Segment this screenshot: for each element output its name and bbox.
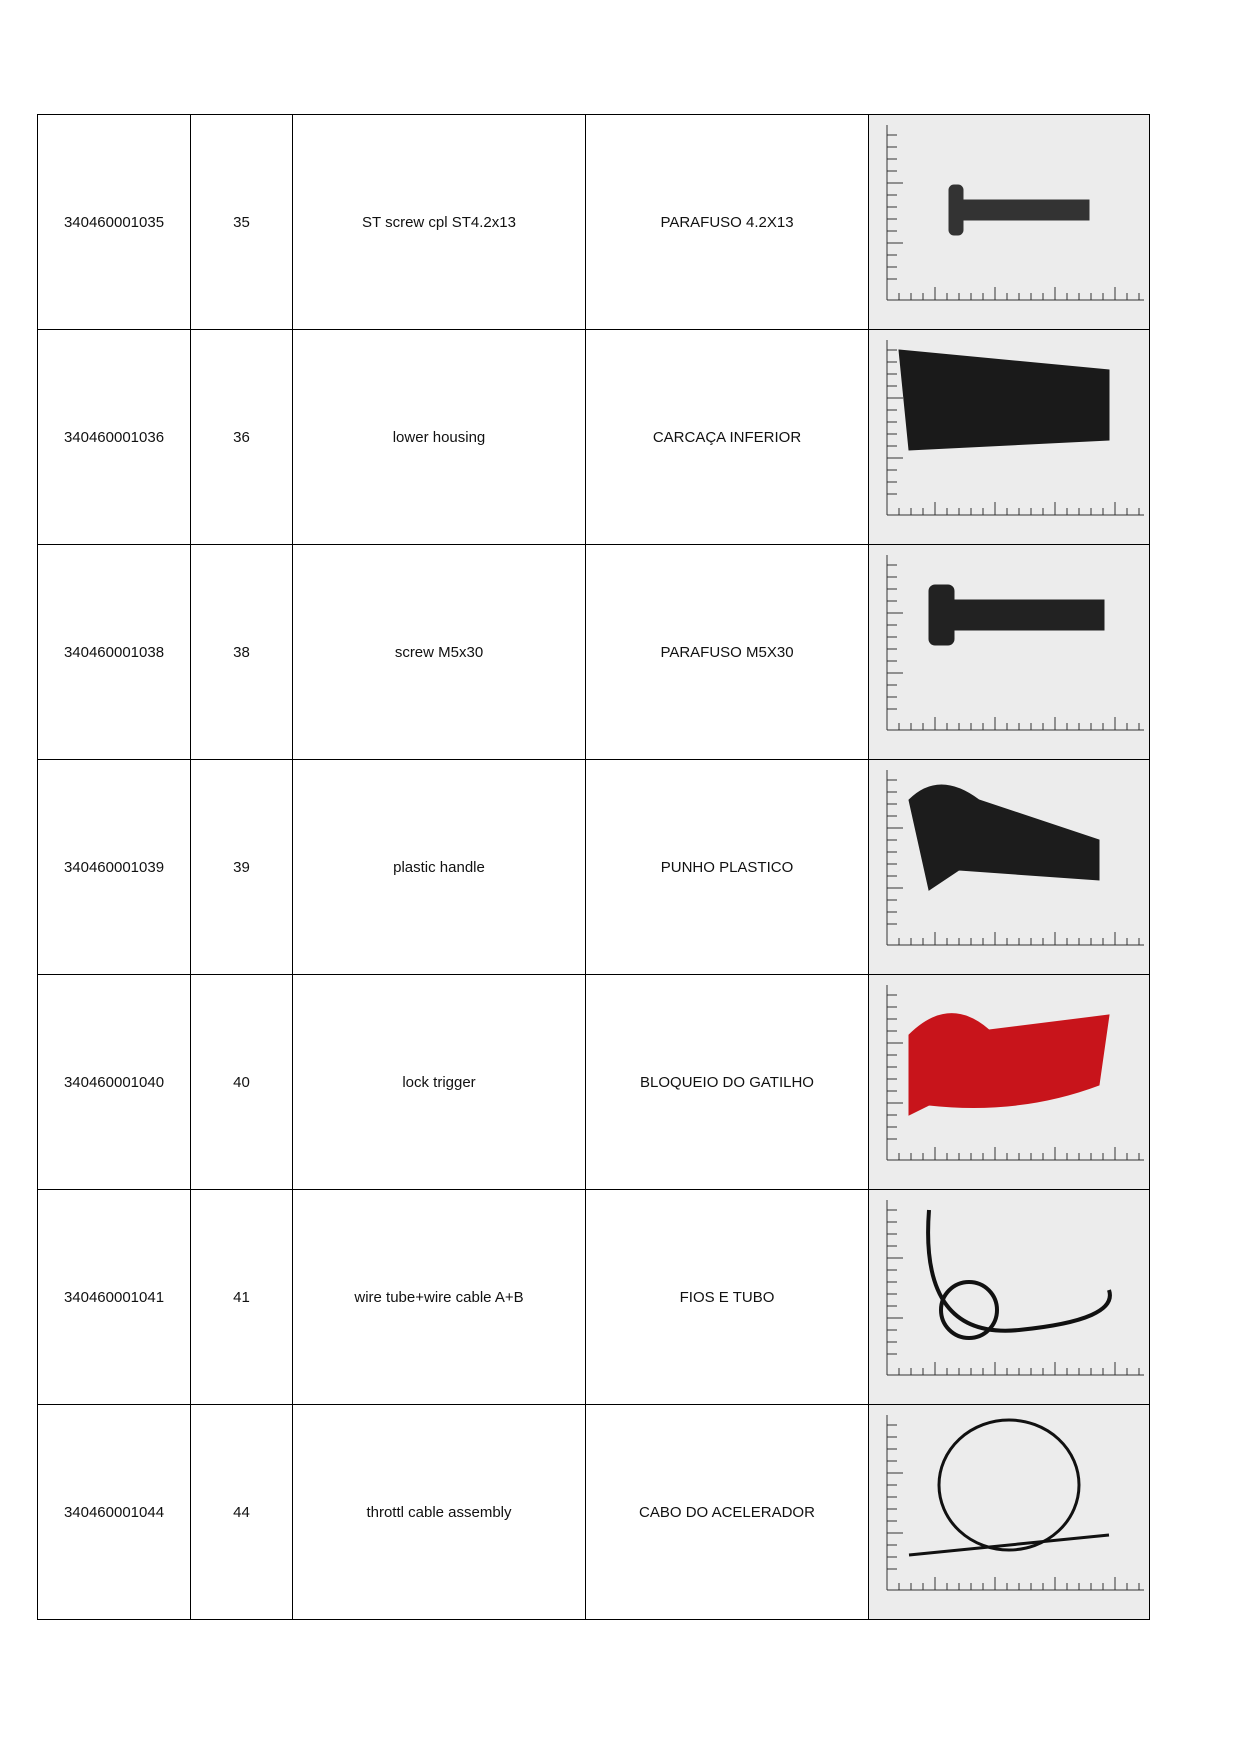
description-pt: PUNHO PLASTICO [586, 760, 869, 975]
position-number: 35 [191, 115, 293, 330]
part-number: 340460001035 [38, 115, 191, 330]
description-en: wire tube+wire cable A+B [293, 1190, 586, 1405]
part-image [928, 1210, 1110, 1338]
part-image [909, 785, 1099, 890]
table-row [38, 760, 1150, 975]
table-row [38, 1190, 1150, 1405]
ruler-icon [887, 555, 1144, 730]
description-pt: PARAFUSO 4.2X13 [586, 115, 869, 330]
description-en: screw M5x30 [293, 545, 586, 760]
part-number: 340460001044 [38, 1405, 191, 1620]
cable-photo [869, 1405, 1150, 1620]
description-pt: CABO DO ACELERADOR [586, 1405, 869, 1620]
ruler-icon [887, 1415, 1144, 1590]
ruler-icon [887, 1200, 1144, 1375]
part-image [949, 185, 1089, 235]
description-pt: PARAFUSO M5X30 [586, 545, 869, 760]
position-number: 44 [191, 1405, 293, 1620]
part-number: 340460001041 [38, 1190, 191, 1405]
description-pt: FIOS E TUBO [586, 1190, 869, 1405]
part-image [909, 1420, 1109, 1555]
table-row [38, 115, 1150, 330]
description-pt: BLOQUEIO DO GATILHO [586, 975, 869, 1190]
position-number: 41 [191, 1190, 293, 1405]
cable-photo [869, 1190, 1150, 1405]
table-row [38, 975, 1150, 1190]
table-row [38, 1405, 1150, 1620]
part-number: 340460001036 [38, 330, 191, 545]
position-number: 38 [191, 545, 293, 760]
screw-photo [869, 115, 1150, 330]
part-number: 340460001039 [38, 760, 191, 975]
part-image [909, 1014, 1109, 1115]
housing-photo [869, 330, 1150, 545]
handle-photo [869, 760, 1150, 975]
trigger-photo [869, 975, 1150, 1190]
description-pt: CARCAÇA INFERIOR [586, 330, 869, 545]
position-number: 40 [191, 975, 293, 1190]
description-en: lock trigger [293, 975, 586, 1190]
part-image [899, 350, 1109, 450]
parts-table [37, 114, 1150, 1620]
description-en: ST screw cpl ST4.2x13 [293, 115, 586, 330]
screw-photo [869, 545, 1150, 760]
position-number: 36 [191, 330, 293, 545]
part-image [929, 585, 1104, 645]
table-row [38, 545, 1150, 760]
description-en: plastic handle [293, 760, 586, 975]
description-en: throttl cable assembly [293, 1405, 586, 1620]
description-en: lower housing [293, 330, 586, 545]
part-number: 340460001038 [38, 545, 191, 760]
part-number: 340460001040 [38, 975, 191, 1190]
position-number: 39 [191, 760, 293, 975]
table-row [38, 330, 1150, 545]
